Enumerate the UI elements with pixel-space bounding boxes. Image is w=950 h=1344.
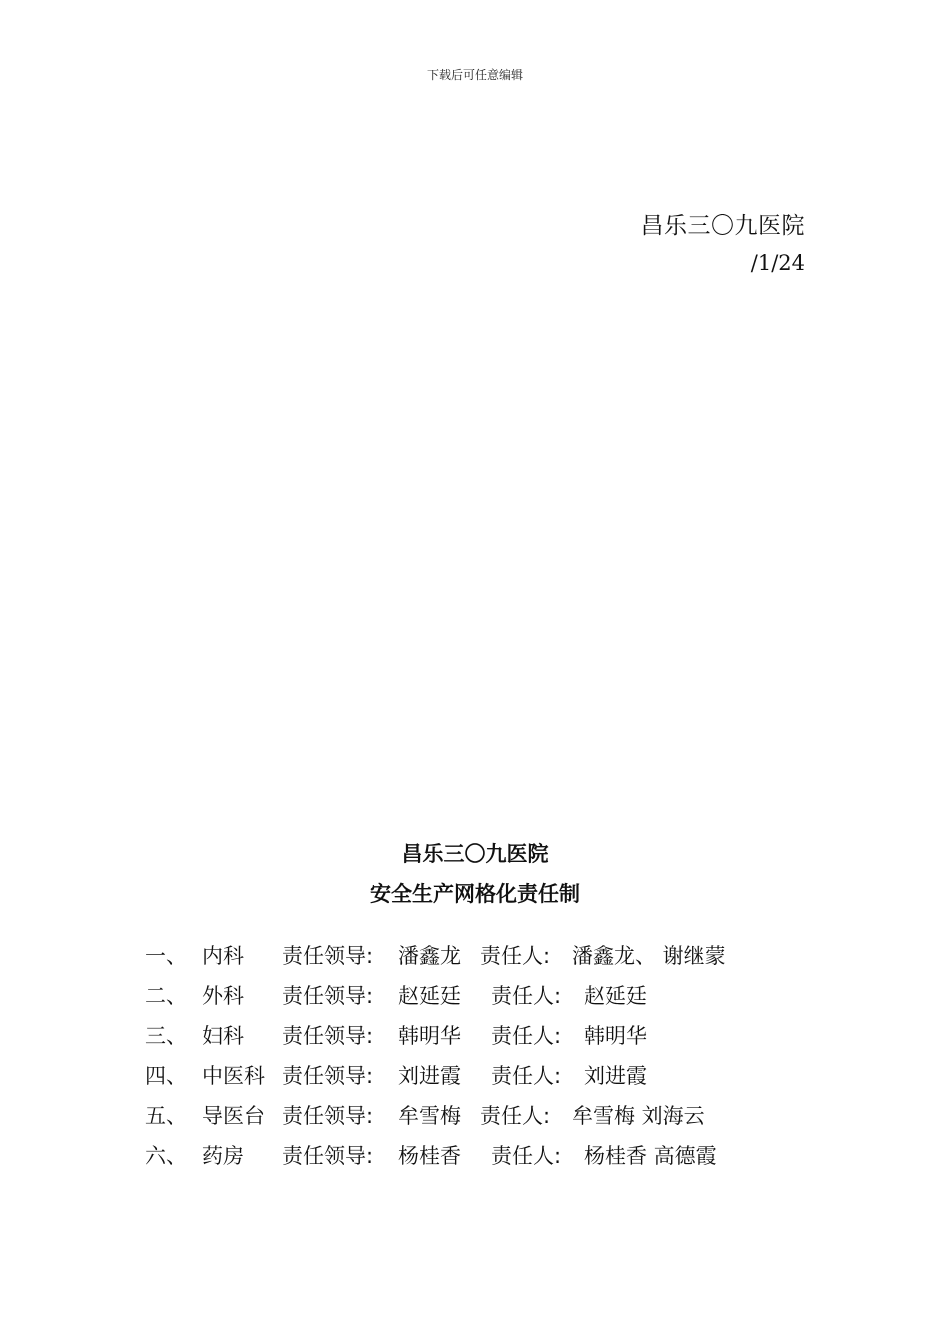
leader-name: 杨桂香 (398, 1144, 461, 1168)
assignment-row (145, 980, 845, 1020)
responsible-names: 韩明华 (584, 1024, 647, 1048)
responsible-names: 刘进霞 (584, 1064, 647, 1088)
row-number: 三、 (145, 1024, 187, 1048)
assignment-row (145, 1140, 845, 1180)
assignment-row (145, 1100, 845, 1140)
row-number: 二、 (145, 984, 187, 1008)
responsible-names: 赵延廷 (584, 984, 647, 1008)
department: 内科 (202, 944, 244, 968)
assignment-list (145, 940, 845, 1180)
leader-label: 责任领导: (282, 1064, 374, 1088)
department: 药房 (202, 1144, 244, 1168)
responsible-names: 牟雪梅 刘海云 (572, 1104, 705, 1128)
assignment-row (145, 1060, 845, 1100)
row-number: 一、 (145, 944, 187, 968)
assignment-row (145, 940, 845, 980)
leader-label: 责任领导: (282, 984, 374, 1008)
department: 中医科 (202, 1064, 265, 1088)
leader-label: 责任领导: (282, 1144, 374, 1168)
department: 导医台 (202, 1104, 265, 1128)
department: 妇科 (202, 1024, 244, 1048)
responsible-names: 杨桂香 高德霞 (584, 1144, 717, 1168)
responsible-names: 潘鑫龙、 谢继蒙 (572, 944, 726, 968)
cover-organization: 昌乐三〇九医院 (640, 213, 805, 239)
responsible-label: 责任人: (491, 984, 562, 1008)
row-number: 六、 (145, 1144, 187, 1168)
leader-label: 责任领导: (282, 944, 374, 968)
department: 外科 (202, 984, 244, 1008)
responsible-label: 责任人: (491, 1024, 562, 1048)
row-number: 五、 (145, 1104, 187, 1128)
assignment-row (145, 1020, 845, 1060)
document-title-organization: 昌乐三〇九医院 (401, 842, 549, 866)
row-number: 四、 (145, 1064, 187, 1088)
responsible-label: 责任人: (480, 944, 551, 968)
responsible-label: 责任人: (491, 1064, 562, 1088)
responsible-label: 责任人: (491, 1144, 562, 1168)
responsible-label: 责任人: (480, 1104, 551, 1128)
cover-date: /1/24 (750, 251, 805, 275)
document-title: 安全生产网格化责任制 (370, 882, 580, 906)
leader-label: 责任领导: (282, 1104, 374, 1128)
leader-name: 韩明华 (398, 1024, 461, 1048)
leader-name: 刘进霞 (398, 1064, 461, 1088)
leader-name: 牟雪梅 (398, 1104, 461, 1128)
leader-name: 潘鑫龙 (398, 944, 461, 968)
leader-name: 赵延廷 (398, 984, 461, 1008)
page-header-note: 下载后可任意编辑 (426, 68, 523, 82)
leader-label: 责任领导: (282, 1024, 374, 1048)
